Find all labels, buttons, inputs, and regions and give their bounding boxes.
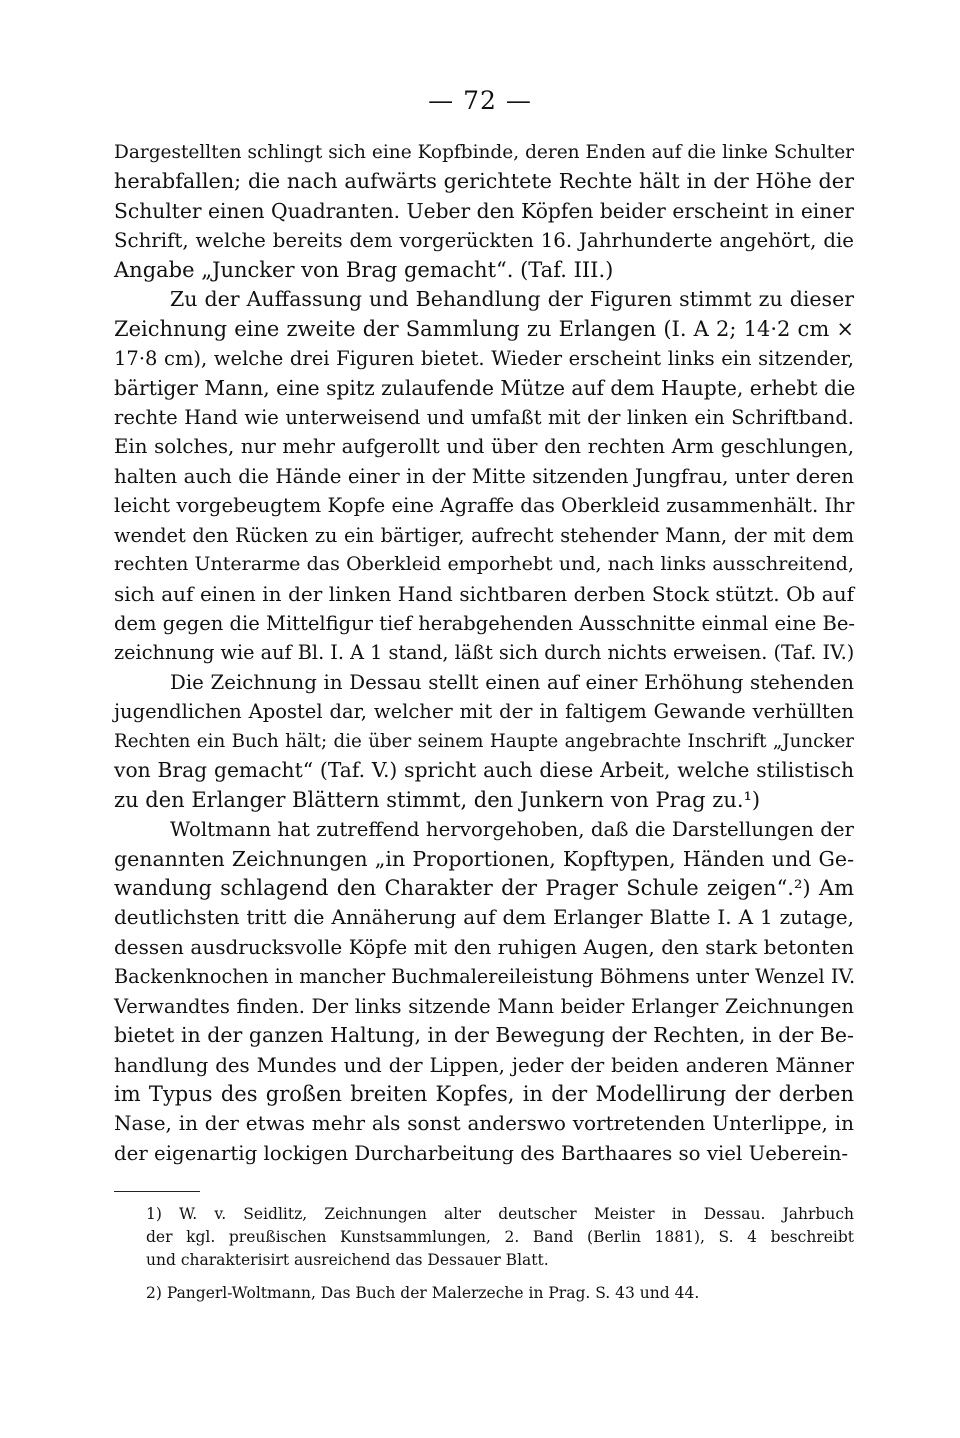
text-line: Nase, in der etwas mehr als sonst anderswo vortretenden Unterlippe, in [114, 1111, 854, 1136]
footnotes [114, 1203, 854, 1305]
text-line: zeichnung wie auf Bl. I. A 1 stand, läßt sich durch nichts erweisen. (Taf. IV.) [114, 641, 855, 665]
text-line: Angabe „Juncker von Brag gemacht“. (Taf. III.) [114, 257, 614, 282]
body-text [114, 138, 854, 1168]
text-line: sich auf einen in der linken Hand sichtbaren derben Stock stützt. Ob auf [114, 581, 854, 606]
footnote-line: und charakterisirt ausreichend das Dessauer Blatt. [146, 1251, 549, 1269]
text-line: rechten Unterarme das Oberkleid emporhebt und, nach links ausschreitend, [114, 553, 854, 576]
text-line: im Typus des großen breiten Kopfes, in der Modellirung der derben [114, 1082, 854, 1106]
text-line: Zeichnung eine zweite der Sammlung zu Erlangen (I. A 2; 14·2 cm × [114, 316, 854, 341]
text-line: von Brag gemacht“ (Taf. V.) spricht auch diese Arbeit, welche stilistisch [114, 758, 854, 783]
text-line: Zu der Auffassung und Behandlung der Figuren stimmt zu dieser [170, 287, 854, 312]
text-line: Die Zeichnung in Dessau stellt einen auf einer Erhöhung stehenden [170, 670, 854, 694]
text-line: wandung schlagend den Charakter der Prager Schule zeigen“.²) Am [114, 875, 854, 900]
text-line: dem gegen die Mittelfigur tief herabgehenden Ausschnitte einmal eine Be- [114, 612, 855, 635]
footnote-line: der kgl. preußischen Kunstsammlungen, 2. Band (Berlin 1881), S. 4 beschreibt [146, 1228, 854, 1246]
text-line: genannten Zeichnungen „in Proportionen, Kopftypen, Händen und Ge- [114, 846, 854, 871]
text-line: handlung des Mundes und der Lippen, jeder der beiden anderen Männer [114, 1053, 854, 1077]
text-line: Woltmann hat zutreffend hervorgehoben, daß die Darstellungen der [170, 818, 854, 842]
text-line: Ein solches, nur mehr aufgerollt und über den rechten Arm geschlungen, [114, 435, 854, 459]
text-line: bärtiger Mann, eine spitz zulaufende Mütze auf dem Haupte, erhebt die [114, 375, 856, 400]
text-line: deutlichsten tritt die Annäherung auf dem Erlanger Blatte I. A 1 zutage, [114, 905, 854, 930]
text-line: Verwandtes finden. Der links sitzende Mann beider Erlanger Zeichnungen [114, 994, 854, 1018]
text-line: herabfallen; die nach aufwärts gerichtete Rechte hält in der Höhe der [114, 169, 854, 194]
text-line: leicht vorgebeugtem Kopfe eine Agraffe das Oberkleid zusammenhält. Ihr [114, 494, 855, 518]
text-line: rechte Hand wie unterweisend und umfaßt mit der linken ein Schriftband. [114, 405, 854, 429]
footnote [114, 1282, 854, 1305]
text-line: dessen ausdrucksvolle Köpfe mit den ruhigen Augen, den stark betonten [114, 934, 854, 959]
text-line: Backenknochen in mancher Buchmalereileistung Böhmens unter Wenzel IV. [114, 965, 856, 989]
text-line: zu den Erlanger Blättern stimmt, den Junkern von Prag zu.¹) [114, 787, 761, 812]
text-line: halten auch die Hände einer in der Mitte sitzenden Jungfrau, unter deren [114, 464, 854, 488]
footnote [114, 1203, 854, 1272]
footnote-line: 2) Pangerl-Woltmann, Das Buch der Malerzeche in Prag. S. 43 und 44. [146, 1284, 700, 1302]
text-line: wendet den Rücken zu ein bärtiger, aufrecht stehender Mann, der mit dem [114, 523, 854, 547]
text-line: jugendlichen Apostel dar, welcher mit der in faltigem Gewande verhüllten [114, 700, 854, 724]
text-line: bietet in der ganzen Haltung, in der Bewegung der Rechten, in der Be- [114, 1023, 854, 1048]
text-line: Rechten ein Buch hält; die über seinem Haupte angebrachte Inschrift „Juncker [114, 730, 854, 752]
text-line: Dargestellten schlingt sich eine Kopfbinde, deren Enden auf die linke Schulter [114, 142, 854, 163]
text-line: 17·8 cm), welche drei Figuren bietet. Wieder erscheint links ein sitzender, [114, 347, 854, 371]
footnote-line: 1) W. v. Seidlitz, Zeichnungen alter deutscher Meister in Dessau. Jahrbuch [146, 1205, 854, 1223]
text-line: Schrift, welche bereits dem vorgerückten 16. Jahrhunderte angehört, die [114, 229, 854, 253]
page-number: — 72 — [428, 86, 532, 115]
footnote-rule [114, 1191, 200, 1192]
text-line: der eigenartig lockigen Durcharbeitung des Barthaares so viel Ueberein- [114, 1141, 849, 1165]
text-line: Schulter einen Quadranten. Ueber den Köpfen beider erscheint in einer [114, 198, 854, 223]
